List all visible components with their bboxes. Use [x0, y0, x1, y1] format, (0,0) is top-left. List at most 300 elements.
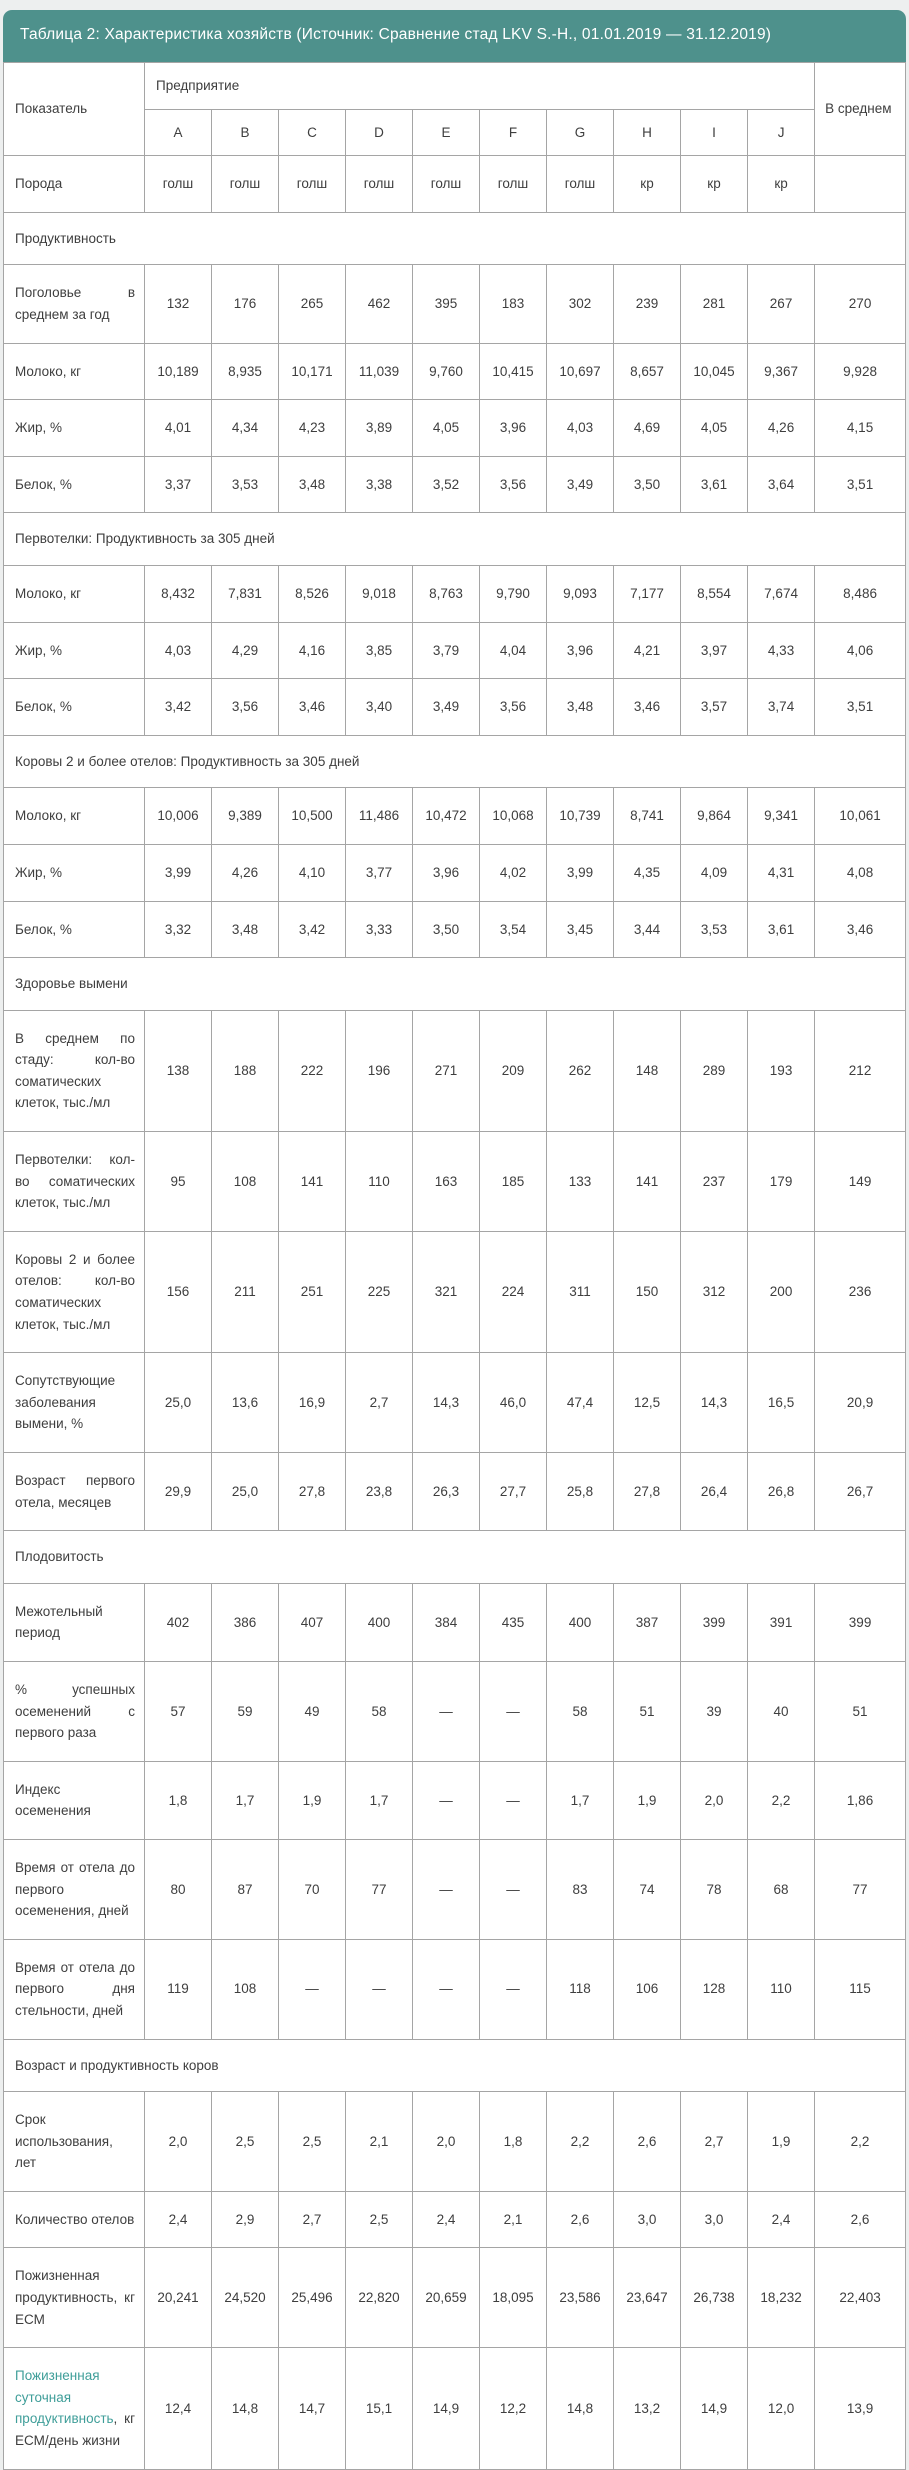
value-cell: 386	[212, 1583, 279, 1661]
value-cell: 3,96	[480, 400, 547, 457]
table-row	[4, 901, 906, 958]
value-cell: 2,1	[346, 2092, 413, 2192]
value-cell: голш	[346, 156, 413, 213]
table-row	[4, 2092, 906, 2192]
value-cell: 3,50	[413, 901, 480, 958]
value-cell: 3,56	[212, 679, 279, 736]
row-label: В среднем по стаду: кол-во соматических клеток, тыс./мл	[4, 1010, 145, 1131]
table-row	[4, 1453, 906, 1531]
value-cell: 3,40	[346, 679, 413, 736]
value-cell: 391	[748, 1583, 815, 1661]
value-cell: 22,820	[346, 2248, 413, 2348]
table-row	[4, 1661, 906, 1761]
value-cell: 3,64	[748, 456, 815, 513]
value-cell: 3,48	[547, 679, 614, 736]
value-cell: 83	[547, 1839, 614, 1939]
value-cell: 4,29	[212, 622, 279, 679]
value-cell: 9,018	[346, 565, 413, 622]
value-cell: 78	[681, 1839, 748, 1939]
section-row	[4, 212, 906, 265]
section-row	[4, 735, 906, 788]
row-label: Количество отелов	[4, 2191, 145, 2248]
value-cell: 9,760	[413, 343, 480, 400]
value-cell: 236	[815, 1231, 906, 1352]
value-cell: 14,7	[279, 2348, 346, 2469]
value-cell: 138	[145, 1010, 212, 1131]
value-cell: 12,0	[748, 2348, 815, 2469]
value-cell: 3,51	[815, 456, 906, 513]
value-cell: голш	[547, 156, 614, 213]
value-cell: 395	[413, 265, 480, 343]
value-cell: 1,8	[145, 1761, 212, 1839]
table-row	[4, 1132, 906, 1232]
value-cell: 3,79	[413, 622, 480, 679]
value-cell: 87	[212, 1839, 279, 1939]
value-cell: 8,486	[815, 565, 906, 622]
value-cell: 110	[748, 1939, 815, 2039]
value-cell: 9,093	[547, 565, 614, 622]
value-cell: 3,99	[547, 844, 614, 901]
value-cell: 321	[413, 1231, 480, 1352]
value-cell: кр	[614, 156, 681, 213]
table-row	[4, 565, 906, 622]
value-cell: —	[413, 1839, 480, 1939]
value-cell: 267	[748, 265, 815, 343]
value-cell: 3,89	[346, 400, 413, 457]
value-cell: 13,2	[614, 2348, 681, 2469]
row-label: Жир, %	[4, 622, 145, 679]
value-cell: 4,69	[614, 400, 681, 457]
value-cell: 10,472	[413, 788, 480, 845]
value-cell: 2,0	[681, 1761, 748, 1839]
value-cell: 3,50	[614, 456, 681, 513]
value-cell: —	[279, 1939, 346, 2039]
value-cell: 262	[547, 1010, 614, 1131]
value-cell: 10,697	[547, 343, 614, 400]
value-cell: 1,9	[614, 1761, 681, 1839]
row-label: Белок, %	[4, 901, 145, 958]
indicator-header: Показатель	[4, 63, 145, 156]
value-cell: 23,8	[346, 1453, 413, 1531]
value-cell: 2,2	[547, 2092, 614, 2192]
enterprise-column-header-i: I	[681, 109, 748, 156]
value-cell: 3,56	[480, 679, 547, 736]
enterprise-column-header-g: G	[547, 109, 614, 156]
value-cell: 20,9	[815, 1353, 906, 1453]
value-cell: 51	[815, 1661, 906, 1761]
value-cell: 2,5	[279, 2092, 346, 2192]
value-cell: 265	[279, 265, 346, 343]
value-cell: 7,177	[614, 565, 681, 622]
row-label: Срок использования, лет	[4, 2092, 145, 2192]
value-cell: 2,7	[681, 2092, 748, 2192]
value-cell: 222	[279, 1010, 346, 1131]
enterprise-column-header-e: E	[413, 109, 480, 156]
value-cell: 8,763	[413, 565, 480, 622]
value-cell: голш	[413, 156, 480, 213]
value-cell: 26,3	[413, 1453, 480, 1531]
enterprise-column-header-j: J	[748, 109, 815, 156]
row-label: Возраст первого отела, месяцев	[4, 1453, 145, 1531]
value-cell: 29,9	[145, 1453, 212, 1531]
table-row	[4, 400, 906, 457]
table-header	[4, 63, 906, 156]
section-label: Коровы 2 и более отелов: Продуктивность за 305 дней	[4, 735, 906, 788]
value-cell: 3,46	[614, 679, 681, 736]
value-cell: 108	[212, 1939, 279, 2039]
value-cell: 185	[480, 1132, 547, 1232]
value-cell: 3,48	[212, 901, 279, 958]
row-label: Молоко, кг	[4, 565, 145, 622]
value-cell: 2,5	[346, 2191, 413, 2248]
value-cell: 115	[815, 1939, 906, 2039]
table-widget	[3, 10, 906, 2470]
value-cell: 11,486	[346, 788, 413, 845]
value-cell: 8,935	[212, 343, 279, 400]
row-label: Коровы 2 и более отелов: кол-во соматических клеток, тыс./мл	[4, 1231, 145, 1352]
row-label: Поголовье в среднем за год	[4, 265, 145, 343]
value-cell: 2,6	[815, 2191, 906, 2248]
row-label: Белок, %	[4, 456, 145, 513]
value-cell: 3,42	[145, 679, 212, 736]
value-cell: 77	[346, 1839, 413, 1939]
value-cell: 209	[480, 1010, 547, 1131]
value-cell: 7,831	[212, 565, 279, 622]
value-cell: 26,8	[748, 1453, 815, 1531]
value-cell: 211	[212, 1231, 279, 1352]
value-cell: 4,35	[614, 844, 681, 901]
value-cell: 3,49	[547, 456, 614, 513]
value-cell: 132	[145, 265, 212, 343]
value-cell: 1,86	[815, 1761, 906, 1839]
value-cell: 10,061	[815, 788, 906, 845]
value-cell: 289	[681, 1010, 748, 1131]
table-body	[4, 156, 906, 2469]
value-cell: 1,9	[748, 2092, 815, 2192]
section-row	[4, 2039, 906, 2092]
row-label: Пожизненная продуктивность, кг ЕСМ	[4, 2248, 145, 2348]
value-cell: —	[480, 1939, 547, 2039]
value-cell: 1,8	[480, 2092, 547, 2192]
table-row	[4, 844, 906, 901]
row-label: Первотелки: кол-во соматических клеток, тыс./мл	[4, 1132, 145, 1232]
value-cell: 4,21	[614, 622, 681, 679]
value-cell: 225	[346, 1231, 413, 1352]
value-cell	[815, 156, 906, 213]
value-cell: 176	[212, 265, 279, 343]
value-cell: 2,0	[145, 2092, 212, 2192]
value-cell: голш	[145, 156, 212, 213]
enterprise-column-header-d: D	[346, 109, 413, 156]
value-cell: 3,37	[145, 456, 212, 513]
value-cell: 3,51	[815, 679, 906, 736]
enterprise-column-header-h: H	[614, 109, 681, 156]
value-cell: 9,790	[480, 565, 547, 622]
table-row	[4, 2348, 906, 2469]
value-cell: кр	[748, 156, 815, 213]
value-cell: 2,2	[815, 2092, 906, 2192]
value-cell: 2,2	[748, 1761, 815, 1839]
row-label: Сопутствующие заболевания вымени, %	[4, 1353, 145, 1453]
value-cell: голш	[279, 156, 346, 213]
section-label: Продуктивность	[4, 212, 906, 265]
enterprise-column-header-a: A	[145, 109, 212, 156]
value-cell: 3,0	[681, 2191, 748, 2248]
value-cell: 9,928	[815, 343, 906, 400]
value-cell: 118	[547, 1939, 614, 2039]
value-cell: 8,554	[681, 565, 748, 622]
value-cell: 2,5	[212, 2092, 279, 2192]
value-cell: —	[480, 1761, 547, 1839]
table-title: Таблица 2: Характеристика хозяйств (Источник: Сравнение стад LKV S.-H., 01.01.2019 — 31.12.2019)	[3, 10, 906, 62]
value-cell: 8,432	[145, 565, 212, 622]
value-cell: голш	[212, 156, 279, 213]
value-cell: 18,095	[480, 2248, 547, 2348]
value-cell: 435	[480, 1583, 547, 1661]
row-label: Белок, %	[4, 679, 145, 736]
value-cell: 163	[413, 1132, 480, 1232]
value-cell: 3,53	[681, 901, 748, 958]
value-cell: 193	[748, 1010, 815, 1131]
value-cell: 4,26	[212, 844, 279, 901]
value-cell: 2,4	[748, 2191, 815, 2248]
value-cell: 237	[681, 1132, 748, 1232]
value-cell: 2,7	[279, 2191, 346, 2248]
value-cell: 10,739	[547, 788, 614, 845]
value-cell: 10,006	[145, 788, 212, 845]
value-cell: 9,389	[212, 788, 279, 845]
value-cell: 4,03	[547, 400, 614, 457]
value-cell: 46,0	[480, 1353, 547, 1453]
value-cell: 39	[681, 1661, 748, 1761]
value-cell: 40	[748, 1661, 815, 1761]
value-cell: 2,4	[413, 2191, 480, 2248]
value-cell: 8,741	[614, 788, 681, 845]
value-cell: 58	[547, 1661, 614, 1761]
value-cell: 179	[748, 1132, 815, 1232]
value-cell: 3,85	[346, 622, 413, 679]
value-cell: 110	[346, 1132, 413, 1232]
value-cell: 4,03	[145, 622, 212, 679]
value-cell: 14,3	[681, 1353, 748, 1453]
value-cell: 12,2	[480, 2348, 547, 2469]
value-cell: —	[413, 1661, 480, 1761]
value-cell: 3,44	[614, 901, 681, 958]
value-cell: 13,6	[212, 1353, 279, 1453]
value-cell: 312	[681, 1231, 748, 1352]
value-cell: 3,57	[681, 679, 748, 736]
section-label: Возраст и продуктивность коров	[4, 2039, 906, 2092]
value-cell: 20,241	[145, 2248, 212, 2348]
value-cell: 25,8	[547, 1453, 614, 1531]
farm-characteristics-table	[3, 62, 906, 2470]
value-cell: 239	[614, 265, 681, 343]
table-row	[4, 2191, 906, 2248]
value-cell: 2,0	[413, 2092, 480, 2192]
value-cell: 200	[748, 1231, 815, 1352]
value-cell: 14,9	[413, 2348, 480, 2469]
value-cell: 384	[413, 1583, 480, 1661]
value-cell: 80	[145, 1839, 212, 1939]
value-cell: 16,5	[748, 1353, 815, 1453]
value-cell: 3,61	[748, 901, 815, 958]
row-label: Жир, %	[4, 400, 145, 457]
value-cell: 14,8	[547, 2348, 614, 2469]
value-cell: 25,496	[279, 2248, 346, 2348]
section-label: Здоровье вымени	[4, 958, 906, 1011]
value-cell: 74	[614, 1839, 681, 1939]
value-cell: 108	[212, 1132, 279, 1232]
row-label	[4, 2348, 145, 2469]
value-cell: 387	[614, 1583, 681, 1661]
value-cell: 23,586	[547, 2248, 614, 2348]
table-row	[4, 156, 906, 213]
value-cell: 16,9	[279, 1353, 346, 1453]
value-cell: 24,520	[212, 2248, 279, 2348]
value-cell: 270	[815, 265, 906, 343]
table-row	[4, 1231, 906, 1352]
table-row	[4, 1010, 906, 1131]
value-cell: 3,0	[614, 2191, 681, 2248]
table-row	[4, 679, 906, 736]
value-cell: 10,500	[279, 788, 346, 845]
value-cell: 212	[815, 1010, 906, 1131]
value-cell: 25,0	[145, 1353, 212, 1453]
value-cell: 106	[614, 1939, 681, 2039]
value-cell: 10,068	[480, 788, 547, 845]
highlighted-label-text: Пожизненная суточная продуктивность	[15, 2368, 114, 2427]
row-label: Жир, %	[4, 844, 145, 901]
row-label: Время от отела до первого дня стельности, дней	[4, 1939, 145, 2039]
section-row	[4, 958, 906, 1011]
value-cell: 400	[346, 1583, 413, 1661]
value-cell: 13,9	[815, 2348, 906, 2469]
value-cell: 148	[614, 1010, 681, 1131]
value-cell: 4,23	[279, 400, 346, 457]
value-cell: 2,9	[212, 2191, 279, 2248]
value-cell: 4,09	[681, 844, 748, 901]
value-cell: 3,48	[279, 456, 346, 513]
value-cell: 3,96	[547, 622, 614, 679]
enterprise-column-header-c: C	[279, 109, 346, 156]
row-label: Межотельный период	[4, 1583, 145, 1661]
value-cell: 399	[681, 1583, 748, 1661]
value-cell: 302	[547, 265, 614, 343]
value-cell: 58	[346, 1661, 413, 1761]
table-row	[4, 1839, 906, 1939]
row-label: Молоко, кг	[4, 788, 145, 845]
value-cell: —	[480, 1661, 547, 1761]
value-cell: 4,05	[413, 400, 480, 457]
value-cell: 27,8	[614, 1453, 681, 1531]
table-row	[4, 1583, 906, 1661]
value-cell: 4,01	[145, 400, 212, 457]
value-cell: 14,3	[413, 1353, 480, 1453]
value-cell: 119	[145, 1939, 212, 2039]
value-cell: 156	[145, 1231, 212, 1352]
value-cell: —	[480, 1839, 547, 1939]
value-cell: 9,864	[681, 788, 748, 845]
value-cell: 183	[480, 265, 547, 343]
value-cell: 3,45	[547, 901, 614, 958]
value-cell: 4,15	[815, 400, 906, 457]
value-cell: 3,33	[346, 901, 413, 958]
value-cell: 11,039	[346, 343, 413, 400]
value-cell: 1,7	[346, 1761, 413, 1839]
value-cell: 128	[681, 1939, 748, 2039]
value-cell: 12,5	[614, 1353, 681, 1453]
value-cell: 95	[145, 1132, 212, 1232]
value-cell: 22,403	[815, 2248, 906, 2348]
value-cell: 14,8	[212, 2348, 279, 2469]
section-label: Плодовитость	[4, 1531, 906, 1584]
value-cell: 10,171	[279, 343, 346, 400]
value-cell: 57	[145, 1661, 212, 1761]
value-cell: 47,4	[547, 1353, 614, 1453]
value-cell: 3,77	[346, 844, 413, 901]
value-cell: 3,53	[212, 456, 279, 513]
value-cell: 4,10	[279, 844, 346, 901]
value-cell: 1,9	[279, 1761, 346, 1839]
value-cell: 10,415	[480, 343, 547, 400]
value-cell: 2,6	[614, 2092, 681, 2192]
enterprise-column-header-f: F	[480, 109, 547, 156]
value-cell: 3,49	[413, 679, 480, 736]
value-cell: 4,08	[815, 844, 906, 901]
section-label: Первотелки: Продуктивность за 305 дней	[4, 513, 906, 566]
section-row	[4, 1531, 906, 1584]
value-cell: 2,1	[480, 2191, 547, 2248]
value-cell: —	[413, 1939, 480, 2039]
section-row	[4, 513, 906, 566]
value-cell: 8,657	[614, 343, 681, 400]
value-cell: 26,7	[815, 1453, 906, 1531]
table-row	[4, 1761, 906, 1839]
value-cell: 26,4	[681, 1453, 748, 1531]
value-cell: 196	[346, 1010, 413, 1131]
row-label: Индекс осеменения	[4, 1761, 145, 1839]
enterprise-group-header: Предприятие	[145, 63, 815, 110]
value-cell: 3,52	[413, 456, 480, 513]
value-cell: 281	[681, 265, 748, 343]
label-text: , кг ЕСМ/день жизни	[15, 2411, 135, 2449]
value-cell: 400	[547, 1583, 614, 1661]
value-cell: 9,341	[748, 788, 815, 845]
table-row	[4, 343, 906, 400]
value-cell: 3,56	[480, 456, 547, 513]
value-cell: 4,16	[279, 622, 346, 679]
value-cell: 399	[815, 1583, 906, 1661]
value-cell: 77	[815, 1839, 906, 1939]
value-cell: 15,1	[346, 2348, 413, 2469]
value-cell: 3,38	[346, 456, 413, 513]
value-cell: 49	[279, 1661, 346, 1761]
value-cell: 3,46	[815, 901, 906, 958]
value-cell: 4,04	[480, 622, 547, 679]
table-row	[4, 1939, 906, 2039]
table-row	[4, 265, 906, 343]
value-cell: 10,045	[681, 343, 748, 400]
value-cell: 2,4	[145, 2191, 212, 2248]
value-cell: 3,32	[145, 901, 212, 958]
value-cell: 3,54	[480, 901, 547, 958]
value-cell: 462	[346, 265, 413, 343]
value-cell: 9,367	[748, 343, 815, 400]
value-cell: —	[413, 1761, 480, 1839]
table-row	[4, 456, 906, 513]
average-header: В среднем	[815, 63, 906, 156]
value-cell: 68	[748, 1839, 815, 1939]
